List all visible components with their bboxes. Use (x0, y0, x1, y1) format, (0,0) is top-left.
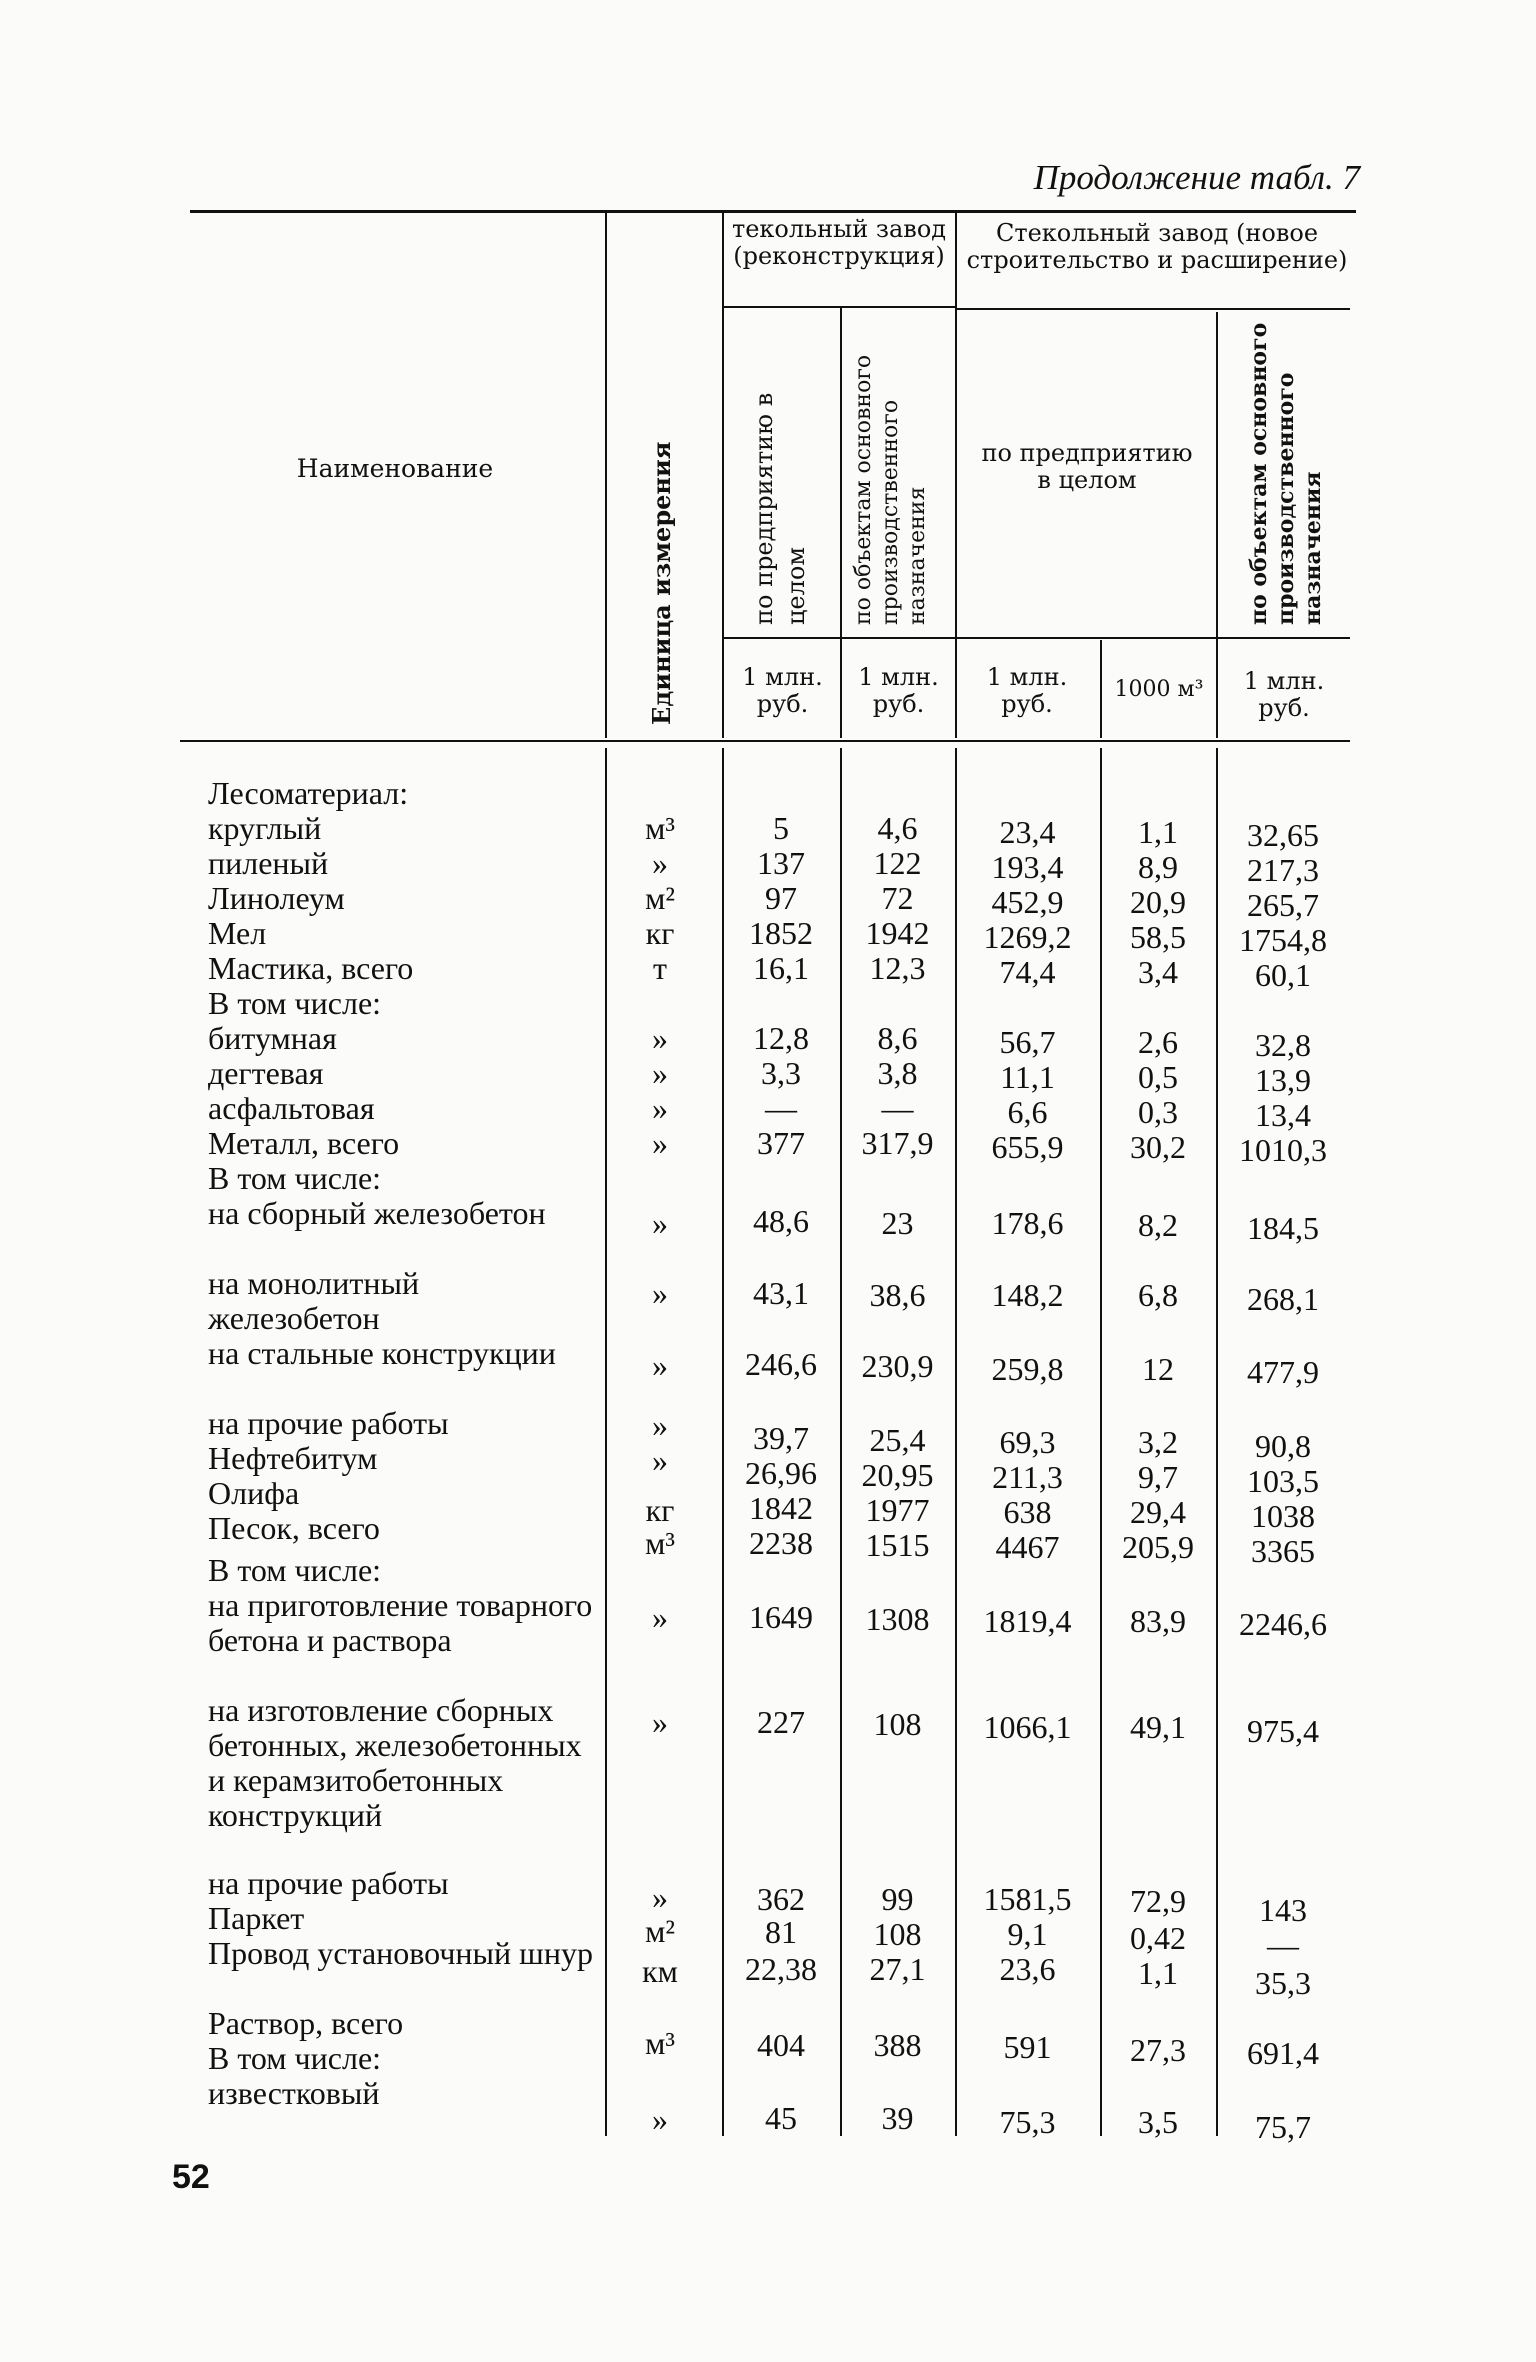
value-cell: 2,6 (1138, 1024, 1178, 1060)
value-cell: — (881, 1090, 914, 1126)
value-cell: 27,3 (1130, 2032, 1186, 2068)
value-cell: 6,6 (1007, 1094, 1048, 1130)
value-cell: 72,9 (1130, 1883, 1186, 1919)
row-name: В том числе: (208, 985, 382, 1021)
value-cell: 39,7 (753, 1420, 809, 1456)
value-cell: 3,8 (877, 1055, 918, 1091)
value-cell: 29,4 (1130, 1494, 1186, 1530)
value-cell: 377 (757, 1125, 805, 1161)
value-cell: 0,3 (1138, 1094, 1178, 1130)
value-cell: 148,2 (991, 1277, 1064, 1313)
row-name: Паркет (208, 1900, 305, 1936)
vline-c2-c3 (955, 212, 957, 738)
row-name: на монолитный железобетон (208, 1265, 420, 1336)
unit-cell: т (653, 950, 667, 986)
value-cell: 143 (1259, 1892, 1307, 1928)
value-cell: 3,5 (1138, 2104, 1178, 2140)
unit-cell: кг (645, 1492, 675, 1528)
header-sub3: по предприятию в целом (981, 439, 1193, 494)
value-cell: 22,38 (745, 1951, 817, 1987)
header-sub4: по объектам основного производственного назначения (1246, 322, 1326, 625)
row-name: Провод установочный шнур (208, 1935, 593, 1971)
value-cell: 83,9 (1130, 1603, 1186, 1639)
unit-cell: м³ (645, 1525, 675, 1561)
value-cell: 362 (757, 1881, 805, 1917)
value-cell: 56,7 (999, 1024, 1056, 1060)
value-cell: 26,96 (745, 1455, 817, 1491)
value-cell: — (765, 1090, 797, 1126)
value-cell: 99 (881, 1881, 914, 1917)
value-cell: 25,4 (869, 1422, 926, 1458)
vline-unit-c1 (722, 212, 724, 738)
value-cell: 8,6 (877, 1020, 918, 1056)
value-cell: 388 (873, 2027, 922, 2063)
value-cell: 691,4 (1247, 2035, 1319, 2071)
value-cell: 3365 (1251, 1533, 1315, 1569)
unit-cell: » (652, 1442, 668, 1478)
row-name: В том числе: (208, 1160, 382, 1196)
value-cell: 2246,6 (1239, 1606, 1327, 1642)
value-cell: 9,1 (1007, 1916, 1048, 1952)
value-cell: 137 (757, 845, 805, 881)
unit-cell: м² (645, 880, 675, 916)
value-cell: 9,7 (1138, 1459, 1178, 1495)
units-rule (722, 637, 1350, 639)
unit-cell: » (652, 1879, 668, 1915)
value-cell: 75,7 (1255, 2109, 1311, 2145)
value-cell: 97 (765, 880, 797, 916)
unit-cell: » (652, 1704, 668, 1740)
table-caption: Продолжение табл. 7 (1033, 158, 1360, 197)
header-unit-column: Единица измерения (647, 441, 676, 725)
row-name: Раствор, всего (208, 2005, 404, 2041)
row-name: битумная (208, 1020, 337, 1056)
value-cell: 1515 (865, 1527, 930, 1563)
value-cell: 45 (765, 2100, 797, 2136)
value-cell: 12 (1142, 1351, 1174, 1387)
unit-cell: » (652, 1599, 668, 1635)
value-cell: 1066,1 (983, 1709, 1072, 1745)
value-cell: 1038 (1251, 1498, 1315, 1534)
value-cell: 1581,5 (983, 1881, 1072, 1917)
unit-cell: » (652, 1020, 668, 1056)
value-cell: 69,3 (999, 1424, 1056, 1460)
header-sub1: по предприятию в целом (750, 392, 810, 625)
value-cell: 246,6 (745, 1346, 817, 1382)
unit-cell: » (652, 1125, 668, 1161)
value-cell: 591 (1003, 2029, 1052, 2065)
row-name: на прочие работы (208, 1405, 449, 1441)
value-cell: 8,2 (1138, 1207, 1178, 1243)
value-cell: 30,2 (1130, 1129, 1186, 1165)
unit-cell: м² (645, 1913, 675, 1949)
unit-cell: » (652, 1055, 668, 1091)
value-cell: 1852 (749, 915, 813, 951)
value-cell: 12,3 (869, 950, 926, 986)
value-cell: 268,1 (1247, 1281, 1319, 1317)
unit-cell: » (652, 1090, 668, 1126)
value-cell: 43,1 (753, 1275, 809, 1311)
vline-c3-c4-hdr (1100, 640, 1102, 738)
value-cell: 193,4 (991, 849, 1064, 885)
row-name: Олифа (208, 1475, 300, 1511)
value-cell: 13,4 (1255, 1097, 1311, 1133)
value-cell: 638 (1003, 1494, 1052, 1530)
value-cell: 217,3 (1247, 852, 1319, 888)
value-cell: 3,3 (761, 1055, 801, 1091)
value-cell: 404 (757, 2027, 805, 2063)
value-cell: 60,1 (1255, 957, 1311, 993)
header-unit-5: 1 млн. руб. (1243, 667, 1325, 722)
row-name: на стальные конструкции (208, 1335, 556, 1371)
value-cell: 227 (757, 1704, 805, 1740)
header-unit-3: 1 млн. руб. (986, 663, 1068, 718)
row-name: В том числе: (208, 1552, 382, 1588)
unit-cell: » (652, 2101, 668, 2137)
row-name: Песок, всего (208, 1510, 380, 1546)
value-cell: 39 (881, 2100, 914, 2136)
row-name: асфальтовая (208, 1090, 375, 1126)
value-cell: 259,8 (991, 1351, 1064, 1387)
value-cell: 317,9 (861, 1125, 934, 1161)
row-name: на сборный железобетон (208, 1195, 546, 1231)
top-rule (190, 210, 1356, 213)
value-cell: 108 (873, 1916, 922, 1952)
value-cell: 1010,3 (1239, 1132, 1327, 1168)
unit-cell: » (652, 1275, 668, 1311)
value-cell: 1649 (749, 1599, 813, 1635)
vline-name-unit (605, 212, 607, 738)
value-cell: 1754,8 (1239, 922, 1327, 958)
value-cell: — (1267, 1927, 1299, 1963)
row-name: известковый (208, 2075, 380, 2111)
value-cell: 1977 (865, 1492, 930, 1528)
group-rule-1 (722, 306, 955, 308)
value-cell: 3,4 (1138, 954, 1178, 990)
value-cell: 0,42 (1130, 1920, 1186, 1956)
unit-cell: км (642, 1953, 678, 1989)
row-name: на изготовление сборных бетонных, железобетонных и керамзитобетонных конструкций (208, 1692, 582, 1833)
value-cell: 23 (881, 1205, 914, 1241)
value-cell: 32,65 (1247, 817, 1319, 853)
value-cell: 48,6 (753, 1203, 809, 1239)
row-name: Мел (208, 915, 267, 951)
value-cell: 49,1 (1130, 1709, 1186, 1745)
unit-cell: » (652, 1407, 668, 1443)
value-cell: 184,5 (1247, 1210, 1319, 1246)
value-cell: 20,95 (861, 1457, 934, 1493)
value-cell: 58,5 (1130, 919, 1186, 955)
value-cell: 1942 (865, 915, 930, 951)
value-cell: 90,8 (1255, 1428, 1311, 1464)
row-name: Мастика, всего (208, 950, 414, 986)
value-cell: 2238 (749, 1525, 813, 1561)
value-cell: 1269,2 (983, 919, 1072, 955)
page-number: 52 (172, 2158, 210, 2196)
value-cell: 265,7 (1247, 887, 1319, 923)
header-sub2: по объектам основного производственного назначения (851, 354, 930, 625)
value-cell: 230,9 (861, 1348, 934, 1384)
value-cell: 178,6 (991, 1205, 1064, 1241)
value-cell: 1,1 (1138, 1955, 1178, 1991)
row-name: на прочие работы (208, 1865, 449, 1901)
row-name: на приготовление товарного бетона и раствора (208, 1587, 593, 1658)
value-cell: 1,1 (1138, 814, 1178, 850)
value-cell: 103,5 (1247, 1463, 1319, 1499)
row-name: Металл, всего (208, 1125, 400, 1161)
header-name-column: Наименование (296, 454, 494, 483)
value-cell: 23,4 (999, 814, 1056, 850)
value-cell: 72 (881, 880, 914, 916)
value-cell: 477,9 (1247, 1354, 1319, 1390)
value-cell: 1819,4 (983, 1603, 1072, 1639)
row-name: В том числе: (208, 2040, 382, 2076)
value-cell: 4467 (995, 1529, 1060, 1565)
row-name: пиленый (208, 845, 329, 881)
value-cell: 11,1 (1000, 1059, 1055, 1095)
header-unit-4: 1000 м³ (1114, 677, 1204, 702)
vline-c1-c2-hdr (840, 308, 842, 738)
value-cell: 12,8 (753, 1020, 809, 1056)
value-cell: 27,1 (869, 1951, 926, 1987)
row-name: Линолеум (208, 880, 345, 916)
unit-cell: кг (645, 915, 675, 951)
value-cell: 205,9 (1122, 1529, 1194, 1565)
unit-cell: м³ (645, 810, 675, 846)
row-name: круглый (208, 810, 322, 846)
unit-cell: » (652, 1205, 668, 1241)
unit-cell: м³ (645, 2025, 675, 2061)
value-cell: 452,9 (991, 884, 1064, 920)
value-cell: 6,8 (1138, 1277, 1178, 1313)
row-name: Лесоматериал: (208, 775, 409, 811)
value-cell: 8,9 (1138, 849, 1178, 885)
header-unit-2: 1 млн. руб. (858, 663, 939, 718)
value-cell: 108 (873, 1706, 922, 1742)
vline-c4-c5-hdr (1216, 312, 1218, 738)
row-name: дегтевая (208, 1055, 324, 1091)
value-cell: 0,5 (1138, 1059, 1178, 1095)
value-cell: 13,9 (1255, 1062, 1311, 1098)
value-cell: 975,4 (1247, 1713, 1319, 1749)
value-cell: 5 (773, 810, 789, 846)
unit-cell: » (652, 1347, 668, 1383)
value-cell: 32,8 (1255, 1027, 1311, 1063)
value-cell: 23,6 (999, 1951, 1056, 1987)
value-cell: 74,4 (999, 954, 1056, 990)
value-cell: 75,3 (999, 2104, 1056, 2140)
header-group-new-construction: Стекольный завод (новое строительство и расширение) (966, 219, 1348, 274)
header-group-reconstruction: текольный завод (реконструкция) (731, 215, 947, 270)
value-cell: 3,2 (1138, 1424, 1178, 1460)
value-cell: 20,9 (1130, 884, 1186, 920)
value-cell: 4,6 (877, 810, 918, 846)
row-name: Нефтебитум (208, 1440, 378, 1476)
unit-cell: » (652, 845, 668, 881)
value-cell: 1308 (865, 1601, 930, 1637)
value-cell: 122 (873, 845, 922, 881)
value-cell: 16,1 (753, 950, 809, 986)
value-cell: 38,6 (869, 1277, 926, 1313)
value-cell: 211,3 (992, 1459, 1063, 1495)
header-unit-1: 1 млн. руб. (742, 663, 823, 718)
value-cell: 35,3 (1255, 1965, 1311, 2001)
header-bottom-rule (180, 740, 1350, 742)
value-cell: 1842 (749, 1490, 813, 1526)
value-cell: 81 (765, 1914, 797, 1950)
value-cell: 655,9 (991, 1129, 1064, 1165)
